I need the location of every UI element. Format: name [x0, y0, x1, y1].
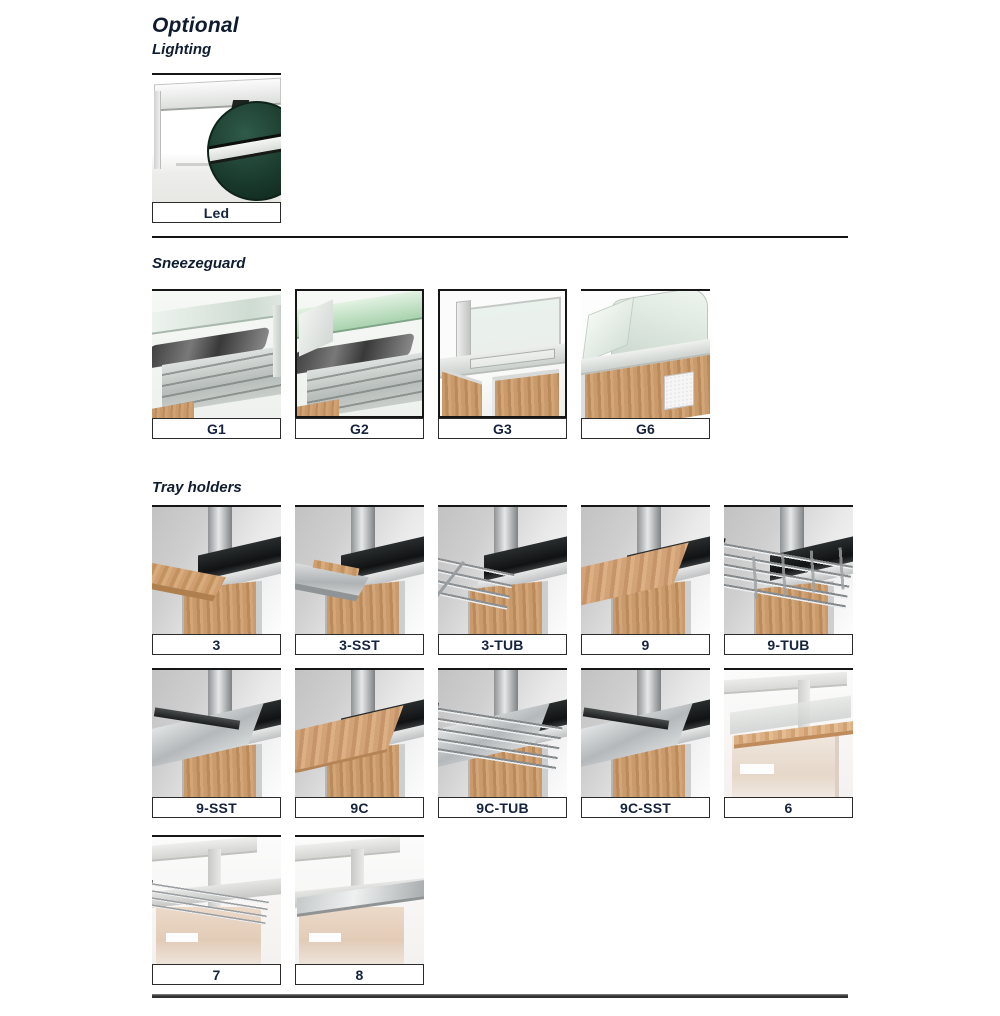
tray-holders-grid-row-2: [152, 668, 853, 818]
g1-product-image: [152, 289, 281, 418]
product-thumb: [152, 668, 281, 818]
product-thumb: [724, 668, 853, 818]
product-label-text: 9-TUB: [767, 636, 810, 653]
bottom-rule: [152, 994, 848, 998]
product-label: [438, 418, 567, 439]
section-title-tray-holders: Tray holders: [152, 479, 242, 496]
section-title-sneezeguard: Sneezeguard: [152, 255, 246, 272]
image-art-layer: [299, 907, 404, 964]
t9csst-product-image: [581, 668, 710, 797]
t7-product-image: [152, 835, 281, 964]
product-label-text: 9-SST: [196, 799, 237, 816]
t8-product-image: [295, 835, 424, 964]
t6-product-image: [724, 668, 853, 797]
product-label: [152, 418, 281, 439]
product-thumb: [438, 289, 567, 439]
product-label-text: 9C-TUB: [476, 799, 529, 816]
image-art-layer: [492, 369, 559, 418]
product-thumb: [581, 505, 710, 655]
product-label: [152, 634, 281, 655]
page-title: Optional: [152, 14, 239, 37]
product-label: [581, 634, 710, 655]
catalog-page: [152, 16, 853, 998]
product-label: [152, 797, 281, 818]
product-label-text: 6: [784, 799, 793, 816]
product-label: [581, 797, 710, 818]
product-label-text: G6: [635, 420, 656, 437]
t3tub-product-image: [438, 505, 567, 634]
product-thumb: [152, 289, 281, 439]
product-label-text: G3: [492, 420, 513, 437]
t9ctub-product-image: [438, 668, 567, 797]
section-title-lighting: Lighting: [152, 41, 212, 58]
g3-product-image: [438, 289, 567, 418]
product-thumb: [438, 505, 567, 655]
t3sst-product-image: [295, 505, 424, 634]
product-label: [581, 418, 710, 439]
product-thumb: [152, 505, 281, 655]
t9sst-product-image: [152, 668, 281, 797]
product-label-text: 9C: [350, 799, 369, 816]
product-thumb: [581, 289, 710, 439]
image-art-layer: [273, 305, 281, 377]
product-label-text: Led: [203, 204, 230, 221]
product-label-text: 7: [212, 966, 221, 983]
product-label-text: 9C-SST: [620, 799, 671, 816]
section-divider: [152, 236, 848, 238]
t9tub-product-image: [724, 505, 853, 634]
t3-product-image: [152, 505, 281, 634]
product-label: [438, 634, 567, 655]
t9c-product-image: [295, 668, 424, 797]
product-thumb: [295, 289, 424, 439]
product-thumb: [152, 835, 281, 985]
g2-product-image: [295, 289, 424, 418]
product-label-text: 3-TUB: [481, 636, 524, 653]
product-thumb: [295, 835, 424, 985]
product-label-text: 3-SST: [339, 636, 380, 653]
product-thumb: [295, 505, 424, 655]
sneezeguard-grid: [152, 289, 853, 439]
lighting-grid: [152, 73, 853, 223]
product-label-text: G2: [349, 420, 370, 437]
t9-product-image: [581, 505, 710, 634]
image-art-layer: [154, 91, 161, 169]
product-label: [152, 202, 281, 223]
product-label: [724, 634, 853, 655]
product-label: [152, 964, 281, 985]
product-label-text: 8: [355, 966, 364, 983]
product-label: [295, 797, 424, 818]
product-label: [724, 797, 853, 818]
g6-product-image: [581, 289, 710, 418]
product-label: [295, 634, 424, 655]
tray-holders-grid-row-1: [152, 505, 853, 655]
product-label: [295, 418, 424, 439]
led-product-image: [152, 73, 281, 202]
product-thumb: [152, 73, 281, 223]
product-label-text: 3: [212, 636, 221, 653]
product-thumb: [438, 668, 567, 818]
product-label: [295, 964, 424, 985]
tray-holders-grid-row-3: [152, 835, 853, 985]
product-thumb: [724, 505, 853, 655]
product-label: [438, 797, 567, 818]
product-label-text: 9: [641, 636, 650, 653]
product-thumb: [295, 668, 424, 818]
product-label-text: G1: [206, 420, 227, 437]
product-thumb: [581, 668, 710, 818]
image-art-layer: [456, 300, 471, 360]
